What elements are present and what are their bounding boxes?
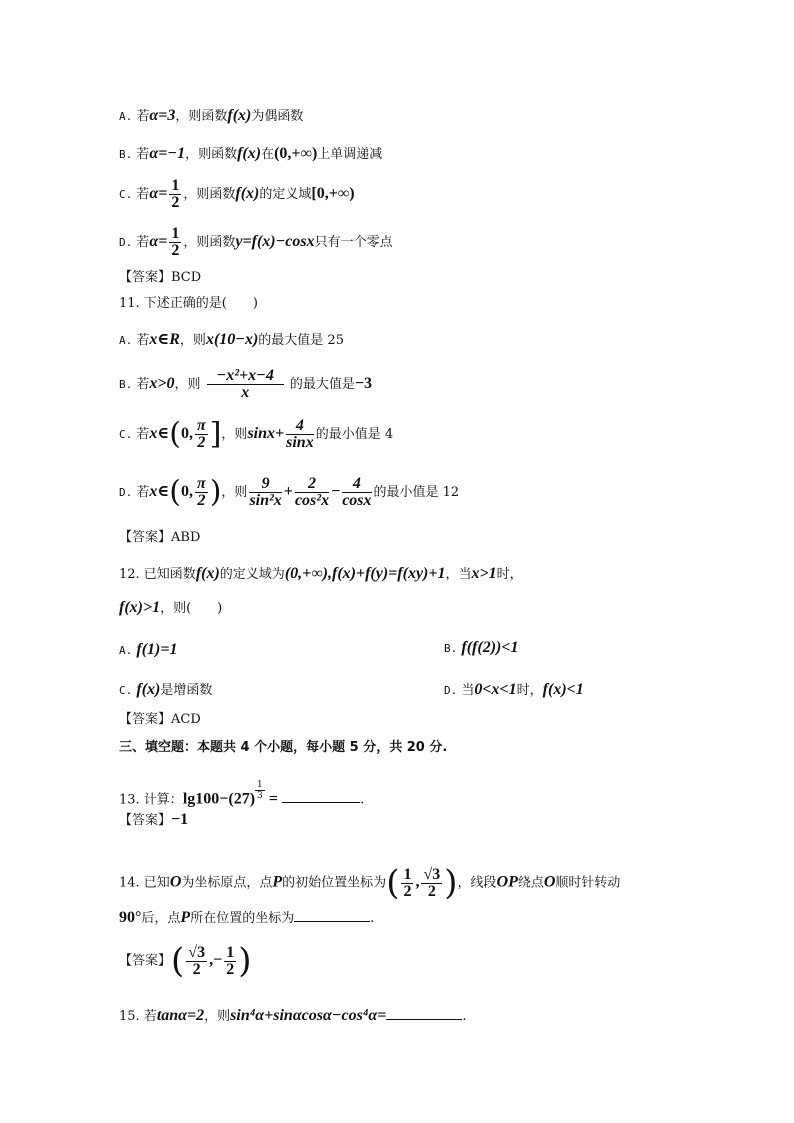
section-heading: 三、填空题：本题共 4 个小题，每小题 5 分，共 20 分.	[119, 740, 448, 755]
q12-stem-line2: f(x)>1，则( )	[119, 599, 223, 616]
q11-option-d: D. 若x∈(0, $\frac{\pi}{2}$ )，则 $\frac{9}{\text{sin²x}}$ + $\frac{2}{\text{cos²x}}$ − $\frac{4}{\cos x}$ 的最小值是 12	[119, 474, 460, 510]
q13-blank[interactable]	[282, 802, 360, 803]
q13-stem: 13. 计算：lg100−(27) $\frac{1}{3}$ = .	[119, 780, 365, 808]
q10-option-d: D. 若α= $\frac{1}{2}$ ，则函数y=f(x)−cosx只有一个零点	[119, 225, 393, 259]
q11-option-a: A. 若x∈R，则x(10−x)的最大值是 25	[119, 331, 344, 348]
q15-stem: 15. 若tanα=2，则sin⁴α+sinαcosα−cos⁴α= .	[119, 1007, 467, 1024]
q12-option-b: B. f(f(2))<1	[444, 639, 519, 656]
q14-stem-line2: 90°后，点P所在位置的坐标为 .	[119, 909, 375, 926]
q15-blank[interactable]	[386, 1019, 462, 1020]
q14-blank[interactable]	[294, 921, 370, 922]
q10-option-c: C. 若α= $\frac{1}{2}$ ，则函数f(x)的定义域[0,+∞)	[119, 177, 355, 211]
q12-option-a: A. f(1)=1	[119, 641, 178, 658]
q11-option-c: C. 若x∈(0, $\frac{\pi}{2}$ ]，则sinx+ $\frac{4}{\sin x}$ 的最小值是 4	[119, 416, 394, 452]
q10-option-b: B. 若α=−1，则函数f(x)在(0,+∞)上单调递减	[119, 145, 383, 162]
q12-stem: 12. 已知函数f(x)的定义域为(0,+∞),f(x)+f(y)=f(xy)+1，当x>1时，	[119, 565, 523, 582]
q12-option-c: C. f(x)是增函数	[119, 681, 213, 698]
q11-answer: 【答案】ABD	[119, 530, 201, 545]
q11-option-b: B. 若x>0，则 $\frac{\text{−x²+x−4}}{x}$ 的最大值是−3	[119, 367, 372, 401]
q10-answer: 【答案】BCD	[119, 270, 202, 285]
q11-stem: 11. 下述正确的是( )	[119, 296, 258, 311]
q10-option-a: A. 若α=3，则函数f(x)为偶函数	[119, 107, 304, 124]
q13-answer: 【答案】−1	[119, 811, 189, 828]
q12-option-d: D. 当0<x<1时，f(x)<1	[444, 681, 584, 698]
q12-answer: 【答案】ACD	[119, 712, 201, 727]
q14-answer: 【答案】( $\frac{√3}{2}$ ,− $\frac{1}{2}$ )	[119, 941, 252, 981]
q14-stem: 14. 已知O为坐标原点，点P的初始位置坐标为( $\frac{1}{2}$ , $\frac{√3}{2}$ )，线段OP绕点O顺时针转动	[119, 863, 621, 903]
